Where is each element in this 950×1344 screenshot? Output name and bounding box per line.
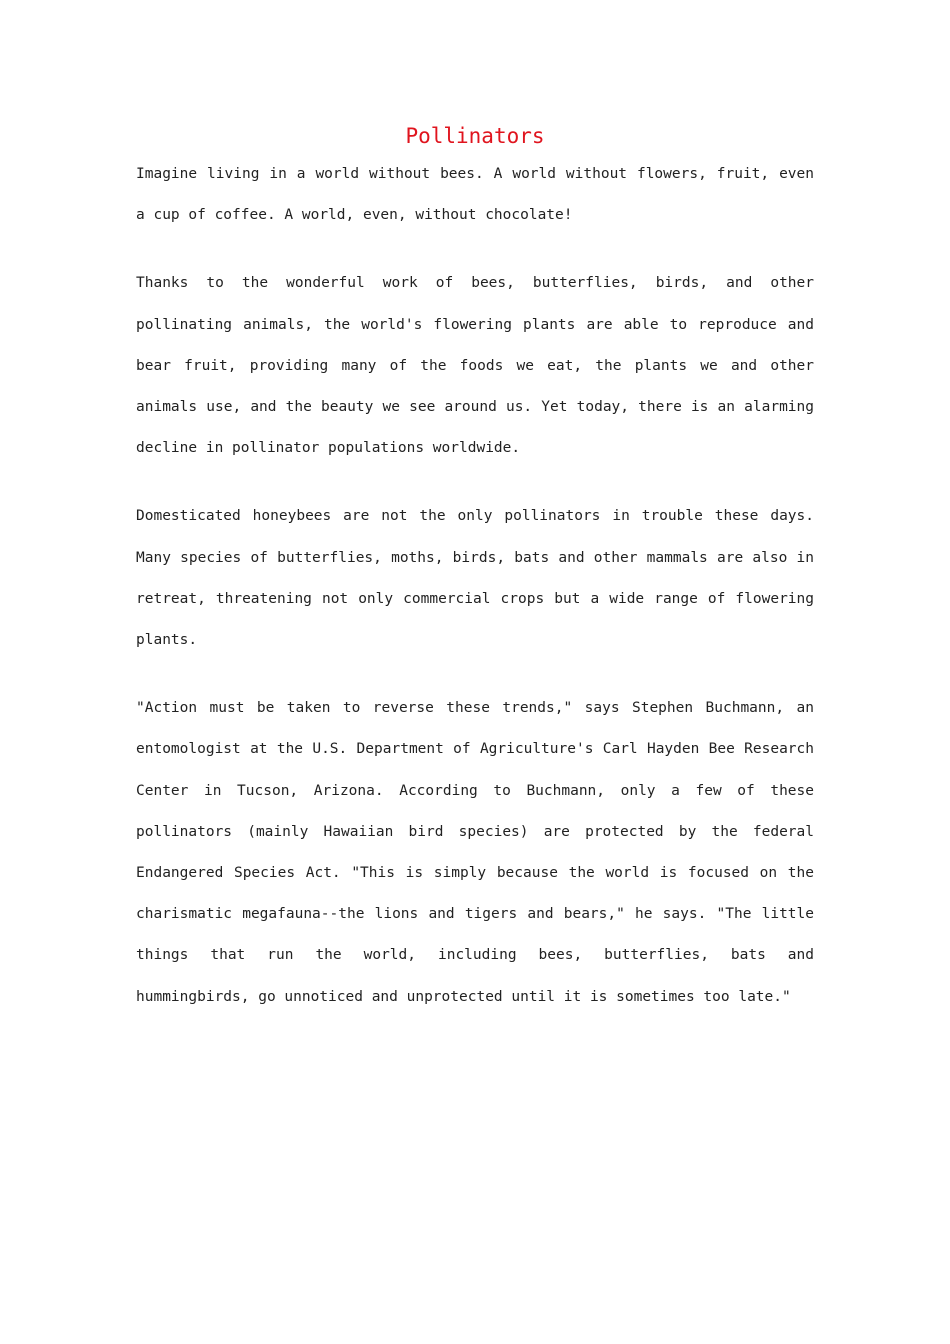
document-title: Pollinators [405,124,545,148]
paragraph-buchmann-quote: "Action must be taken to reverse these trends," says Stephen Buchmann, an entomologist at the U.S. Department of Agriculture's Carl Hayden Bee Research Center in Tucson, Arizona. According to Buchmann, only a few of these pollinators (mainly Hawaiian bird species) are protected by the federal Endangered Species Act. "This is simply because the world is focused on the charismatic megafauna--the lions and tigers and bears," he says. "The little things that run the world, including bees, butterflies, bats and hummingbirds, go unnoticed and unprotected until it is sometimes too late." [136,700,814,1005]
document-page [136,118,814,1045]
paragraph-honeybees: Domesticated honeybees are not the only pollinators in trouble these days. Many species of butterflies, moths, birds, bats and other mammals are also in retreat, threatening not only commercial crops but a wide range of flowering plants. [136,508,814,649]
paragraph-intro: Imagine living in a world without bees. A world without flowers, fruit, even a cup of coffee. A world, even, without chocolate! [136,166,814,224]
paragraph-pollinating-animals: Thanks to the wonderful work of bees, butterflies, birds, and other pollinating animals, the world's flowering plants are able to reproduce and bear fruit, providing many of the foods we eat, the plants we and other animals use, and the beauty we see around us. Yet today, there is an alarming decline in pollinator populations worldwide. [136,275,814,457]
